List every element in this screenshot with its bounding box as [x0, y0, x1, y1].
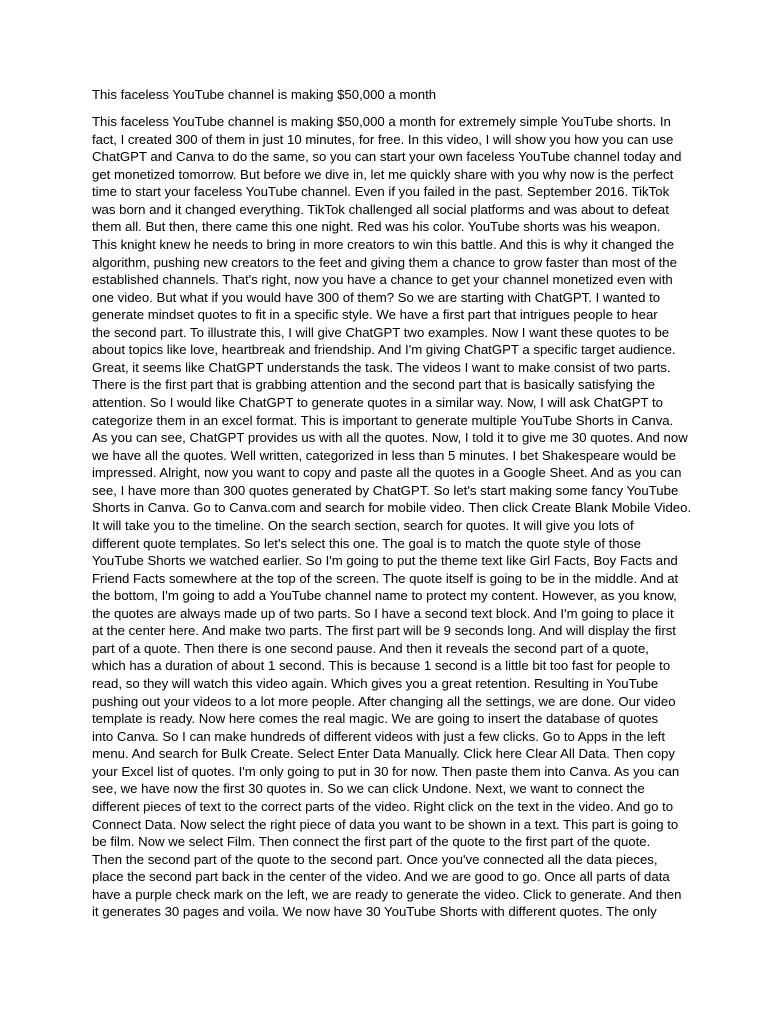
- body-text-line: into Canva. So I can make hundreds of different videos with just a few clicks. Go to Apps in the left: [92, 728, 665, 744]
- body-text-line: As you can see, ChatGPT provides us with all the quotes. Now, I told it to give me 30 quotes. And now: [92, 430, 688, 446]
- body-text-line: which has a duration of about 1 second. This is because 1 second is a little bit too fast for people to: [92, 658, 671, 674]
- body-text-line: menu. And search for Bulk Create. Select Enter Data Manually. Click here Clear All Data. Then copy: [92, 746, 675, 762]
- body-text-line: your Excel list of quotes. I'm only going to put in 30 for now. Then paste them into Canva. As you can: [92, 763, 680, 779]
- body-text-line: Friend Facts somewhere at the top of the screen. The quote itself is going to be in the middle. And at: [92, 570, 679, 586]
- body-text-line: was born and it changed everything. TikTok challenged all social platforms and was about to defeat: [92, 201, 669, 217]
- body-text-line: There is the first part that is grabbing attention and the second part that is basically satisfying the: [92, 377, 655, 393]
- body-text-line: YouTube Shorts we watched earlier. So I'm going to put the theme text like Girl Facts, Boy Facts and: [92, 553, 678, 569]
- body-text-line: part of a quote. Then there is one second pause. And then it reveals the second part of a quote,: [92, 640, 649, 656]
- body-text-line: pushing out your videos to a lot more people. After changing all the settings, we are done. Our video: [92, 693, 676, 709]
- body-text-line: generate mindset quotes to fit in a specific style. We have a first part that intrigues people to hear: [92, 307, 658, 323]
- body-text-line: the second part. To illustrate this, I will give ChatGPT two examples. Now I want these quotes to be: [92, 324, 670, 340]
- body-text-line: It will take you to the timeline. On the search section, search for quotes. It will give you lots of: [92, 517, 634, 533]
- body-text-line: time to start your faceless YouTube channel. Even if you failed in the past. September 2016. TikTok: [92, 184, 670, 200]
- body-text-line: different quote templates. So let's select this one. The goal is to match the quote style of those: [92, 535, 641, 551]
- body-text-line: attention. So I would like ChatGPT to generate quotes in a similar way. Now, I will ask ChatGPT to: [92, 395, 663, 410]
- body-text-line: Then the second part of the quote to the second part. Once you've connected all the data pieces,: [92, 851, 658, 867]
- body-text-line: them all. But then, there came this one night. Red was his color. YouTube shorts was his weapon.: [92, 219, 661, 235]
- body-text-line: the bottom, I'm going to add a YouTube channel name to protect my content. However, as you know,: [92, 588, 677, 604]
- body-text-line: get monetized tomorrow. But before we dive in, let me quickly share with you why now is the perfect: [92, 166, 674, 182]
- document-title: This faceless YouTube channel is making $50,000 a month: [92, 87, 437, 102]
- body-text-line: categorize them in an excel format. This is important to generate multiple YouTube Shorts in Canva.: [92, 412, 674, 428]
- body-text-line: be film. Now we select Film. Then connect the first part of the quote to the first part of the quote.: [92, 834, 651, 850]
- body-text-line: have a purple check mark on the left, we are ready to generate the video. Click to generate. And then: [92, 886, 682, 902]
- body-text-line: see, I have more than 300 quotes generated by ChatGPT. So let's start making some fancy YouTube: [92, 482, 679, 498]
- body-text-line: Great, it seems like ChatGPT understands the task. The videos I want to make consist of two parts.: [92, 359, 671, 375]
- body-text-line: different pieces of text to the correct parts of the video. Right click on the text in the video. And go to: [92, 798, 674, 814]
- body-text-line: place the second part back in the center of the video. And we are good to go. Once all parts of data: [92, 869, 670, 885]
- body-text-line: template is ready. Now here comes the real magic. We are going to insert the database of quotes: [92, 711, 659, 727]
- body-text-line: fact, I created 300 of them in just 10 minutes, for free. In this video, I will show you how you can use: [92, 131, 674, 147]
- document-body: [92, 113, 692, 921]
- body-text-line: about topics like love, heartbreak and friendship. And I'm giving ChatGPT a specific target audience.: [92, 342, 676, 358]
- body-text-line: we have all the quotes. Well written, categorized in less than 5 minutes. I bet Shakespeare would be: [92, 447, 677, 463]
- body-text-line: one video. But what if you would have 300 of them? So we are starting with ChatGPT. I wanted to: [92, 289, 661, 305]
- body-text-line: Connect Data. Now select the right piece of data you want to be shown in a text. This part is going to: [92, 816, 679, 832]
- body-text-line: Shorts in Canva. Go to Canva.com and search for mobile video. Then click Create Blank Mobile Video.: [92, 500, 692, 516]
- body-text-line: it generates 30 pages and voila. We now have 30 YouTube Shorts with different quotes. The only: [92, 904, 657, 920]
- body-text-line: at the center here. And make two parts. The first part will be 9 seconds long. And will display the first: [92, 623, 676, 639]
- body-text-line: This knight knew he needs to bring in more creators to win this battle. And this is why it changed the: [92, 236, 675, 252]
- body-text-line: ChatGPT and Canva to do the same, so you can start your own faceless YouTube channel today and: [92, 149, 682, 165]
- body-text-line: impressed. Alright, now you want to copy and paste all the quotes in a Google Sheet. And as you can: [92, 465, 682, 481]
- body-text-line: the quotes are always made up of two parts. So I have a second text block. And I'm going to place it: [92, 605, 674, 621]
- body-text-line: read, so they will watch this video again. Which gives you a great retention. Resulting in YouTube: [92, 676, 659, 691]
- body-text-line: established channels. That's right, now you have a chance to get your channel monetized even with: [92, 272, 673, 288]
- body-text-line: see, we have now the first 30 quotes in. So we can click Undone. Next, we want to connect the: [92, 781, 645, 797]
- body-text-line: This faceless YouTube channel is making $50,000 a month for extremely simple YouTube shorts. In: [92, 114, 671, 129]
- body-text-line: algorithm, pushing new creators to the feet and giving them a chance to grow faster than most of the: [92, 254, 677, 270]
